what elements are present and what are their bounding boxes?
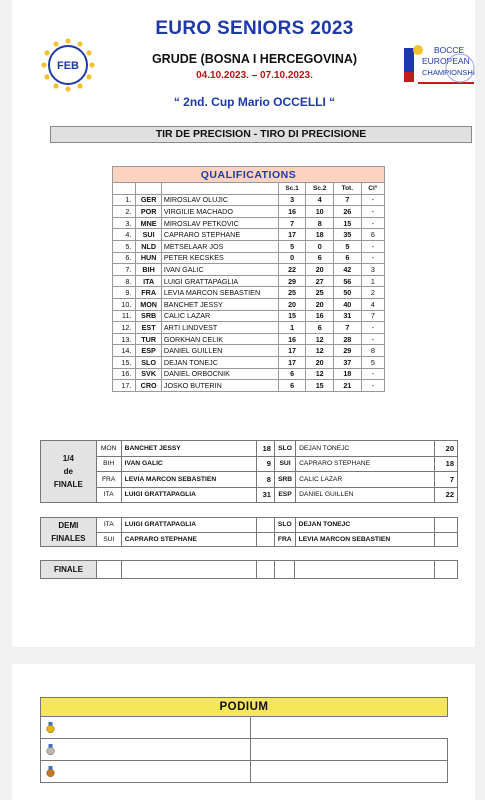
row-classification: -: [361, 333, 384, 345]
player1-name: LUIGI GRATTAPAGLIA: [121, 487, 256, 503]
svg-text:FEB: FEB: [57, 60, 79, 72]
row-player-name: MIROSLAV PETKOVIC: [161, 217, 278, 229]
row-total: 15: [334, 217, 362, 229]
row-total: 21: [334, 380, 362, 392]
player2-country: FRA: [274, 532, 295, 547]
player1-country: MON: [96, 441, 121, 457]
player2-score: 22: [435, 487, 458, 503]
row-classification: -: [361, 206, 384, 218]
event-location: GRUDE (BOSNA I HERCEGOVINA): [151, 52, 358, 66]
row-score-1: 5: [278, 241, 306, 253]
qualification-row: [113, 380, 385, 392]
match-row: [41, 472, 458, 488]
label-line: de: [63, 467, 73, 476]
row-score-1: 25: [278, 287, 306, 299]
row-score-2: 15: [306, 380, 334, 392]
row-classification: -: [361, 241, 384, 253]
player2-country: SUI: [274, 456, 295, 472]
podium-name-cell: [250, 761, 448, 783]
player2-score: 7: [435, 472, 458, 488]
player1-country: FRA: [96, 472, 121, 488]
feb-logo: [38, 36, 98, 94]
qualifications-header-row: [113, 183, 385, 195]
qualifications-title: QUALIFICATIONS: [113, 167, 385, 183]
row-player-name: GORKHAN CELIK: [161, 333, 278, 345]
player1-name: LUIGI GRATTAPAGLIA: [121, 518, 256, 533]
championship-logo: [404, 40, 476, 94]
final-table: [40, 560, 458, 579]
row-classification: -: [361, 368, 384, 380]
event-title: EURO SENIORS 2023: [155, 18, 354, 39]
row-country: EST: [136, 322, 162, 334]
row-classification: 3: [361, 264, 384, 276]
row-classification: 7: [361, 310, 384, 322]
row-rank: 13.: [113, 333, 136, 345]
player1-name: CAPRARO STEPHANE: [121, 532, 256, 547]
final-cell: [121, 561, 257, 579]
qualification-row: [113, 368, 385, 380]
row-classification: -: [361, 380, 384, 392]
svg-text:CHAMPIONSHI: CHAMPIONSHI: [422, 68, 475, 77]
player2-name: CALIC LAZAR: [296, 472, 435, 488]
row-score-1: 0: [278, 252, 306, 264]
player1-name: LEVIA MARCON SEBASTIEN: [121, 472, 256, 488]
row-total: 35: [334, 229, 362, 241]
row-country: MNE: [136, 217, 162, 229]
silver-medal-icon: [46, 744, 55, 755]
qualification-row: [113, 241, 385, 253]
semi-finals-table: [40, 517, 458, 547]
player1-score: 8: [257, 472, 275, 488]
row-classification: -: [361, 194, 384, 206]
row-classification: 6: [361, 229, 384, 241]
svg-text:BOCCE: BOCCE: [434, 45, 465, 55]
final-label: FINALE: [41, 561, 97, 579]
row-country: SUI: [136, 229, 162, 241]
qualification-row: [113, 217, 385, 229]
player1-country: ITA: [96, 518, 121, 533]
row-rank: 3.: [113, 217, 136, 229]
podium-place-cell: [41, 739, 251, 761]
row-score-1: 16: [278, 206, 306, 218]
gold-medal-icon: [46, 722, 55, 733]
podium-row: [41, 761, 448, 783]
row-total: 28: [334, 333, 362, 345]
row-score-2: 0: [306, 241, 334, 253]
row-rank: 8.: [113, 275, 136, 287]
row-score-2: 12: [306, 368, 334, 380]
player2-name: DEJAN TONEJC: [295, 518, 435, 533]
row-score-2: 12: [306, 345, 334, 357]
semi-finals-label: [41, 518, 97, 547]
qualifications-table: [112, 155, 385, 392]
row-country: GER: [136, 194, 162, 206]
row-player-name: CALIC LAZAR: [161, 310, 278, 322]
row-score-2: 25: [306, 287, 334, 299]
row-total: 40: [334, 299, 362, 311]
row-score-2: 6: [306, 252, 334, 264]
row-score-2: 10: [306, 206, 334, 218]
match-row: [41, 518, 458, 533]
podium-table: [40, 697, 448, 783]
podium-empty-cell: [250, 717, 448, 739]
row-score-2: 16: [306, 310, 334, 322]
bronze-medal-icon: [46, 766, 55, 777]
col-sc2: Sc.2: [306, 183, 334, 195]
row-country: NLD: [136, 241, 162, 253]
row-score-2: 18: [306, 229, 334, 241]
qualification-row: [113, 194, 385, 206]
row-classification: 1: [361, 275, 384, 287]
row-score-1: 3: [278, 194, 306, 206]
row-classification: 4: [361, 299, 384, 311]
player2-country: ESP: [274, 487, 295, 503]
player2-country: SLO: [274, 518, 295, 533]
row-total: 56: [334, 275, 362, 287]
qualification-row: [113, 206, 385, 218]
player2-country: SRB: [274, 472, 295, 488]
player1-country: BIH: [96, 456, 121, 472]
row-score-1: 17: [278, 229, 306, 241]
row-score-2: 4: [306, 194, 334, 206]
event-dates: 04.10.2023. – 07.10.2023.: [196, 70, 313, 81]
row-player-name: VIRGILIE MACHADO: [161, 206, 278, 218]
match-row: [41, 441, 458, 457]
player1-score: [257, 518, 275, 533]
row-rank: 12.: [113, 322, 136, 334]
row-score-2: 8: [306, 217, 334, 229]
final-cell: [275, 561, 295, 579]
player1-country: SUI: [96, 532, 121, 547]
qualification-row: [113, 229, 385, 241]
row-total: 31: [334, 310, 362, 322]
player2-country: SLO: [274, 441, 295, 457]
row-score-1: 29: [278, 275, 306, 287]
final-cell: [295, 561, 435, 579]
player2-score: [435, 532, 458, 547]
row-score-1: 6: [278, 380, 306, 392]
row-country: POR: [136, 206, 162, 218]
row-country: SRB: [136, 310, 162, 322]
row-rank: 5.: [113, 241, 136, 253]
player1-country: ITA: [96, 487, 121, 503]
podium-row: [41, 717, 448, 739]
row-player-name: DANIEL GUILLEN: [161, 345, 278, 357]
row-score-2: 20: [306, 357, 334, 369]
qualification-row: [113, 252, 385, 264]
row-country: CRO: [136, 380, 162, 392]
player2-score: 18: [435, 456, 458, 472]
section-title: TIR DE PRECISION - TIRO DI PRECISIONE: [50, 126, 472, 143]
row-score-2: 12: [306, 333, 334, 345]
podium-place-cell: [41, 717, 251, 739]
row-rank: 17.: [113, 380, 136, 392]
col-sc1: Sc.1: [278, 183, 306, 195]
match-row: [41, 532, 458, 547]
row-player-name: PETER KECSKES: [161, 252, 278, 264]
qualification-row: [113, 275, 385, 287]
row-rank: 10.: [113, 299, 136, 311]
row-rank: 7.: [113, 264, 136, 276]
row-rank: 2.: [113, 206, 136, 218]
player1-score: [257, 532, 275, 547]
row-classification: -: [361, 217, 384, 229]
player2-name: CAPRARO STEPHANE: [296, 456, 435, 472]
row-rank: 6.: [113, 252, 136, 264]
row-score-1: 22: [278, 264, 306, 276]
podium-row: [41, 739, 448, 761]
row-total: 37: [334, 357, 362, 369]
player2-name: DEJAN TONEJC: [296, 441, 435, 457]
label-line: FINALE: [53, 480, 83, 489]
col-cl: Cl°: [361, 183, 384, 195]
row-score-1: 7: [278, 217, 306, 229]
quarter-finals-label: [41, 441, 97, 503]
player1-name: BANCHET JESSY: [121, 441, 256, 457]
player2-name: LEVIA MARCON SEBASTIEN: [295, 532, 435, 547]
player1-score: 9: [257, 456, 275, 472]
podium-name-cell: [250, 739, 448, 761]
row-player-name: JOSKO BUTERIN: [161, 380, 278, 392]
label-line: FINALES: [51, 534, 86, 543]
row-rank: 11.: [113, 310, 136, 322]
row-country: SLO: [136, 357, 162, 369]
row-classification: -: [361, 252, 384, 264]
row-rank: 4.: [113, 229, 136, 241]
row-total: 50: [334, 287, 362, 299]
row-classification: 8: [361, 345, 384, 357]
row-total: 5: [334, 241, 362, 253]
qualification-row: [113, 333, 385, 345]
qualification-row: [113, 345, 385, 357]
row-rank: 14.: [113, 345, 136, 357]
row-total: 18: [334, 368, 362, 380]
row-total: 42: [334, 264, 362, 276]
final-cell: [96, 561, 121, 579]
row-score-1: 17: [278, 345, 306, 357]
row-country: HUN: [136, 252, 162, 264]
final-cell: [434, 561, 457, 579]
player1-name: IVAN GALIC: [121, 456, 256, 472]
match-row: [41, 456, 458, 472]
row-player-name: DEJAN TONEJC: [161, 357, 278, 369]
row-player-name: LEVIA MARCON SEBASTIEN: [161, 287, 278, 299]
row-score-1: 16: [278, 333, 306, 345]
podium-title: PODIUM: [41, 698, 448, 717]
match-row: [41, 487, 458, 503]
player2-score: [435, 518, 458, 533]
row-country: MON: [136, 299, 162, 311]
row-player-name: LUIGI GRATTAPAGLIA: [161, 275, 278, 287]
row-country: BIH: [136, 264, 162, 276]
row-score-1: 20: [278, 299, 306, 311]
row-player-name: ARTI LINDVEST: [161, 322, 278, 334]
row-score-2: 6: [306, 322, 334, 334]
col-tot: Tot.: [334, 183, 362, 195]
row-rank: 9.: [113, 287, 136, 299]
row-rank: 15.: [113, 357, 136, 369]
qualification-row: [113, 299, 385, 311]
player1-score: 18: [257, 441, 275, 457]
qualification-row: [113, 310, 385, 322]
row-player-name: DANIEL ORBOCNIK: [161, 368, 278, 380]
row-country: ITA: [136, 275, 162, 287]
row-score-2: 20: [306, 299, 334, 311]
row-classification: 2: [361, 287, 384, 299]
qualification-row: [113, 264, 385, 276]
row-total: 26: [334, 206, 362, 218]
row-country: ESP: [136, 345, 162, 357]
qualification-row: [113, 287, 385, 299]
row-player-name: CAPRARO STEPHANE: [161, 229, 278, 241]
label-line: DEMI: [58, 521, 79, 530]
quarter-finals-table: [40, 440, 458, 503]
row-player-name: BANCHET JESSY: [161, 299, 278, 311]
row-rank: 1.: [113, 194, 136, 206]
row-score-2: 20: [306, 264, 334, 276]
row-rank: 16.: [113, 368, 136, 380]
row-player-name: IVAN GALIC: [161, 264, 278, 276]
label-line: 1/4: [62, 454, 74, 463]
row-score-1: 15: [278, 310, 306, 322]
row-classification: -: [361, 322, 384, 334]
row-total: 29: [334, 345, 362, 357]
row-score-1: 17: [278, 357, 306, 369]
row-score-1: 6: [278, 368, 306, 380]
row-score-1: 1: [278, 322, 306, 334]
row-player-name: MIROSLAV OLUJIC: [161, 194, 278, 206]
row-classification: 5: [361, 357, 384, 369]
podium-place-cell: [41, 761, 251, 783]
player2-score: 20: [435, 441, 458, 457]
qualification-row: [113, 322, 385, 334]
row-total: 7: [334, 194, 362, 206]
row-total: 6: [334, 252, 362, 264]
player2-name: DANIEL GUILLEN: [296, 487, 435, 503]
row-country: SVK: [136, 368, 162, 380]
row-player-name: METSELAAR JOS: [161, 241, 278, 253]
row-total: 7: [334, 322, 362, 334]
row-score-2: 27: [306, 275, 334, 287]
svg-text:EUROPEAN: EUROPEAN: [422, 56, 470, 66]
final-cell: [257, 561, 275, 579]
qualification-row: [113, 357, 385, 369]
row-country: TUR: [136, 333, 162, 345]
row-country: FRA: [136, 287, 162, 299]
cup-name: “ 2nd. Cup Mario OCCELLI “: [173, 95, 336, 109]
player1-score: 31: [257, 487, 275, 503]
